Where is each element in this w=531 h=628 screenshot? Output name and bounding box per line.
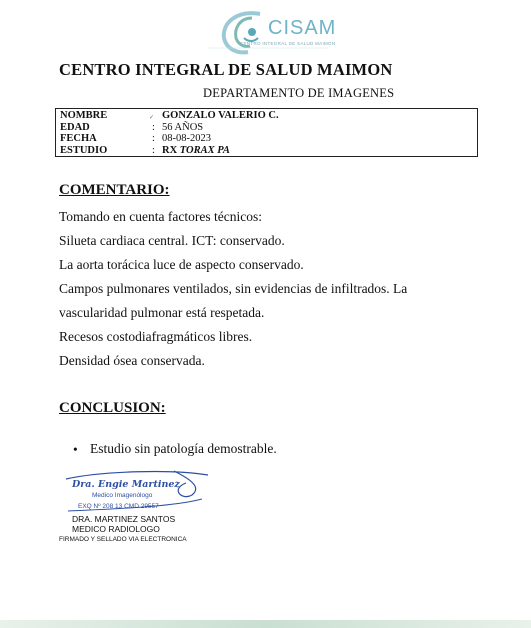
- patient-row-study: [56, 145, 477, 157]
- patient-info-box: [55, 108, 478, 157]
- comment-line: Silueta cardiaca central. ICT: conservado.: [59, 233, 285, 248]
- field-label: FECHA: [60, 133, 97, 144]
- small-mark-icon: ✓: [149, 115, 155, 121]
- field-value: 56 AÑOS: [162, 121, 204, 133]
- signer-name: DRA. MARTINEZ SANTOS: [72, 514, 176, 524]
- field-value: 08-08-2023: [162, 133, 211, 144]
- signer-block: [72, 514, 175, 534]
- comment-line: vascularidad pulmonar está respetada.: [59, 305, 265, 320]
- patient-row-date: [56, 133, 477, 145]
- document-title: CENTRO INTEGRAL DE SALUD MAIMON: [59, 60, 393, 79]
- field-separator: :: [152, 144, 155, 156]
- stamp-line: Dra. Engie Martinez: [72, 479, 180, 490]
- logo-subtitle: CENTRO INTEGRAL DE SALUD MAIMON: [240, 41, 336, 46]
- comment-line: Campos pulmonares ventilados, sin evidencias de infiltrados. La: [59, 281, 408, 296]
- comment-line: Densidad ósea conservada.: [59, 353, 205, 368]
- field-label: NOMBRE: [60, 110, 108, 121]
- field-value: [162, 145, 230, 157]
- study-prefix: RX: [162, 144, 180, 156]
- patient-row-age: [56, 122, 477, 134]
- signer-role: MEDICO RADIOLOGO: [72, 524, 160, 534]
- comment-line: Recesos costodiafragmáticos libres.: [59, 329, 253, 344]
- field-separator: :: [152, 121, 155, 133]
- study-italic: TORAX PA: [179, 144, 230, 156]
- stamp-line: Medico Imagenólogo: [92, 492, 153, 499]
- bullet-icon: •: [73, 442, 78, 457]
- field-label: ESTUDIO: [60, 144, 108, 156]
- comment-heading: COMENTARIO:: [59, 182, 170, 198]
- logo-text: CISAM: [268, 17, 337, 39]
- field-separator: :: [152, 133, 155, 144]
- comment-line: La aorta torácica luce de aspecto conservado.: [59, 257, 304, 272]
- patient-row-name: [56, 110, 477, 122]
- signature-note: FIRMADO Y SELLADO VIA ELECTRONICA: [59, 536, 187, 543]
- stamp-line: EXQ Nº 208 13 CMD 29557: [78, 503, 159, 510]
- field-label: EDAD: [60, 121, 90, 133]
- field-value: GONZALO VALERIO C.: [162, 110, 279, 121]
- conclusion-item: Estudio sin patología demostrable.: [90, 441, 277, 456]
- comment-line: Tomando en cuenta factores técnicos:: [59, 209, 262, 224]
- conclusion-heading: CONCLUSION:: [59, 400, 166, 416]
- signature-stamp: [62, 465, 212, 517]
- department-name: DEPARTAMENTO DE IMAGENES: [203, 86, 395, 100]
- footer-bar: [0, 620, 531, 628]
